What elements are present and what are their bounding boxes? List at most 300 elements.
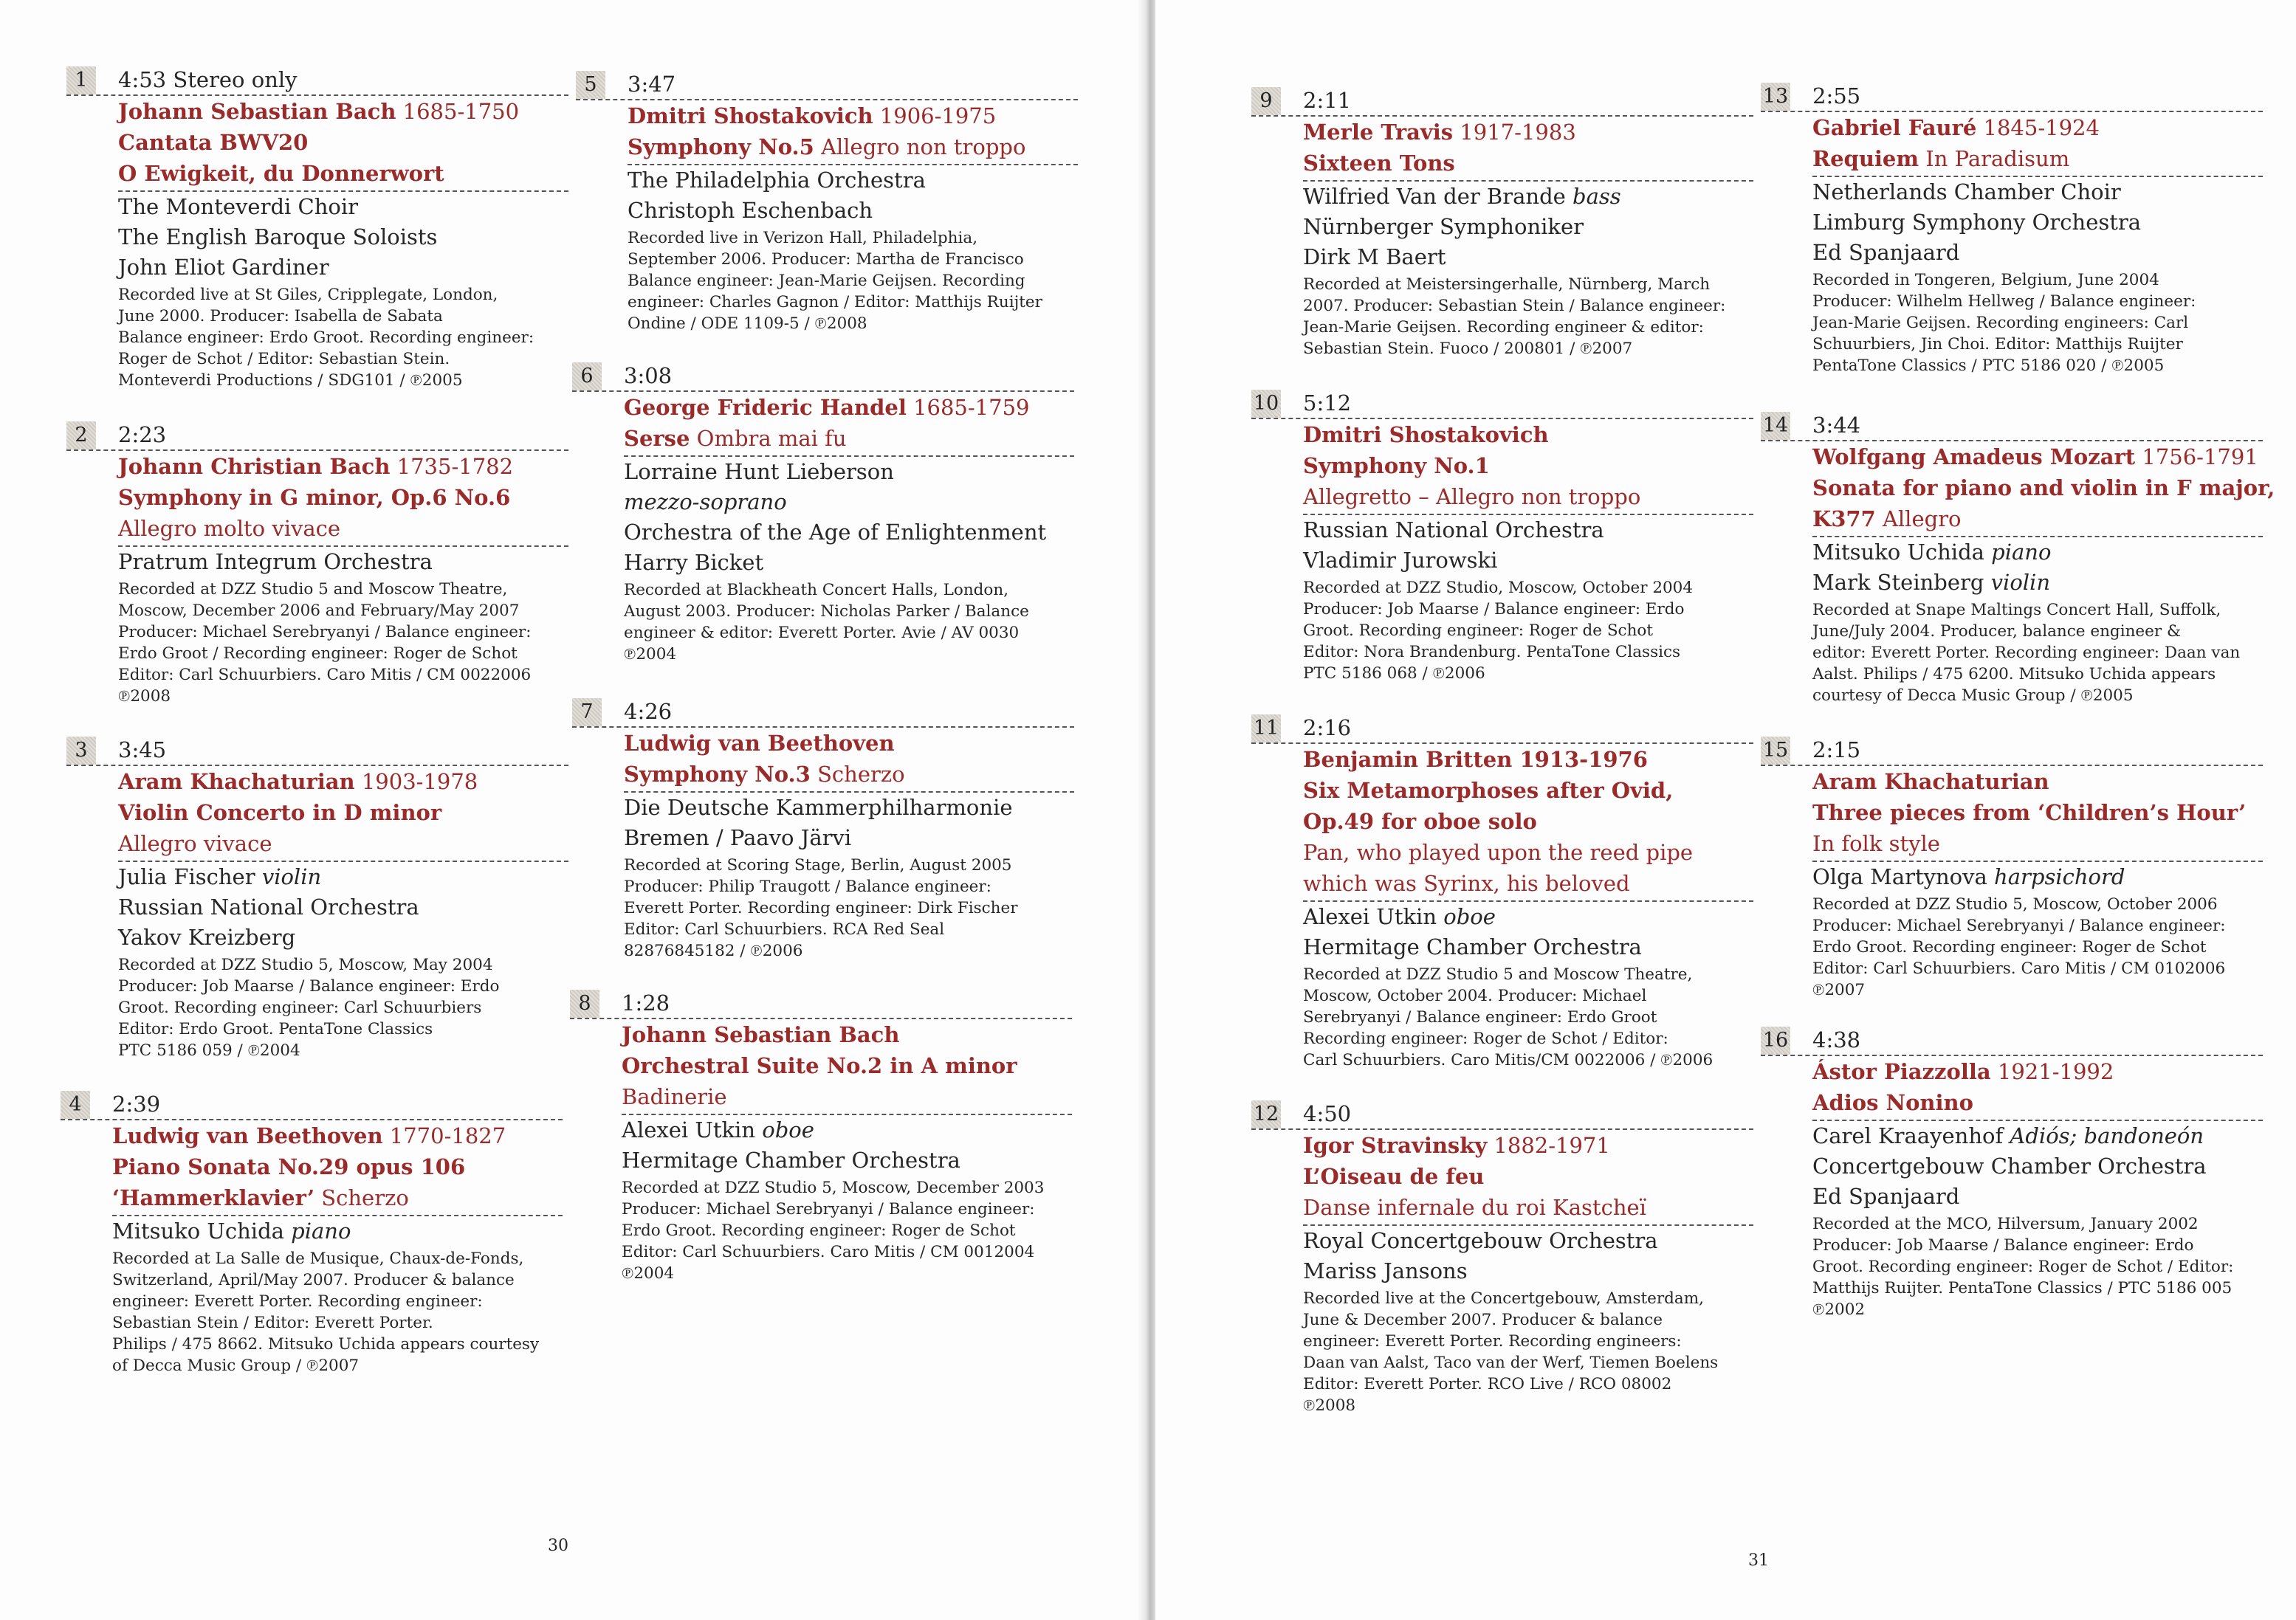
credit-line: Daan van Aalst, Taco van der Werf, Tiemen Boelens [1303,1354,1719,1372]
work-title-bold: Gabriel Fauré [1812,115,1977,140]
performer-name: Concertgebouw Chamber Orchestra [1812,1154,2207,1179]
credit-line: PentaTone Classics / PTC 5186 020 / ℗2005 [1812,356,2165,375]
work-title-bold: Dmitri Shostakovich [1303,422,1549,447]
work-title-regular: 1882-1971 [1494,1133,1610,1158]
credit-line: engineer: Charles Gagnon / Editor: Matthijs Ruijter [628,293,1042,311]
credit-line: engineer: Everett Porter. Recording engineer: [112,1292,483,1311]
work-title-line [112,1182,563,1213]
work-title-bold: Orchestral Suite No.2 in A minor [622,1053,1017,1078]
recording-credits [1303,577,1753,684]
performer-name: Mariss Jansons [1303,1258,1468,1283]
performer-name: Russian National Orchestra [1303,517,1604,542]
performer-name: Hermitage Chamber Orchestra [1303,934,1642,959]
track-duration [628,69,676,99]
credit-line: PTC 5186 059 / ℗2004 [118,1041,300,1060]
performer-line [628,165,1078,196]
credit-line: Recorded at the MCO, Hilversum, January 2002 [1812,1215,2199,1233]
work-title-bold: Piano Sonata No.29 opus 106 [112,1154,466,1179]
work-title-regular: 1921-1992 [1997,1059,2114,1084]
performer-line [622,1145,1072,1176]
work-title-block [118,766,568,862]
work-title-bold: George Frideric Handel [624,395,907,420]
track-duration [118,65,298,94]
performer-line [624,487,1074,517]
credit-line: Recorded at DZZ Studio 5, Moscow, May 2004 [118,956,493,974]
work-title-bold: Ludwig van Beethoven [112,1123,383,1148]
work-title-line [1303,868,1753,899]
duration-text: 2:23 [118,422,167,447]
credit-line: Recorded in Tongeren, Belgium, June 2004 [1812,271,2159,289]
performer-line [1812,1151,2263,1182]
performer-name: Alexei Utkin [1303,904,1437,929]
performer-role: harpsichord [1994,864,2125,889]
performer-name: Limburg Symphony Orchestra [1812,210,2142,235]
credit-line: Groot. Recording engineer: Carl Schuurbiers [118,999,482,1017]
performer-line [1812,207,2263,238]
credit-line: June/July 2004. Producer, balance engineer & [1812,622,2182,641]
credit-line: Jean-Marie Geijsen. Recording engineer & editor: [1303,318,1704,337]
work-title-regular: Pan, who played upon the reed pipe [1303,840,1694,865]
page-number-left: 30 [548,1537,568,1555]
performer-role: mezzo-soprano [624,489,787,514]
credit-line: Serebryanyi / Balance engineer: Erdo Groot [1303,1008,1657,1027]
work-title-bold: ‘Hammerklavier’ [112,1185,315,1210]
credit-line: 2007. Producer: Sebastian Stein / Balance engineer: [1303,297,1726,315]
work-title-bold: Johann Christian Bach [118,454,391,479]
work-title-line [1812,797,2263,828]
work-title-line [1303,1192,1753,1223]
work-title-bold: Symphony No.3 [624,762,811,787]
credit-line: Producer: Michael Serebryanyi / Balance engineer: [1812,917,2226,935]
credit-line: ℗2004 [622,1264,675,1283]
work-title-bold: Three pieces from ‘Children’s Hour’ [1812,800,2247,825]
work-title-line [624,423,1074,454]
recording-credits [118,284,568,391]
performer-name: John Eliot Gardiner [118,255,329,280]
track-body [622,1019,1072,1284]
track-number-badge: 14 [1761,412,1790,440]
work-title-regular: Danse infernale du roi Kastcheï [1303,1195,1646,1220]
recording-credits [1812,269,2263,376]
credit-line: Producer: Michael Serebryanyi / Balance engineer: [622,1200,1035,1219]
track-entry [572,358,1074,665]
track-entry [66,417,568,707]
performer-name: Dirk M Baert [1303,244,1446,269]
credit-line: Erdo Groot. Recording engineer: Roger de Schot [1812,938,2207,957]
work-title-bold: Adios Nonino [1812,1090,1973,1115]
performer-line [118,252,568,283]
performer-line [1303,902,1753,932]
duration-text: 2:39 [112,1092,161,1117]
recording-credits [624,579,1074,665]
performer-line [1812,1182,2263,1212]
track-body [624,728,1074,962]
work-title-block [1812,1056,2263,1121]
work-title-regular: 1756-1791 [2142,444,2258,469]
work-title-bold: Wolfgang Amadeus Mozart [1812,444,2136,469]
work-title-bold: Ástor Piazzolla [1812,1059,1991,1084]
track-header [1761,732,2263,766]
duration-text: 3:44 [1812,413,1861,438]
work-title-line [622,1019,1072,1050]
credit-line: Balance engineer: Erdo Groot. Recording engineer: [118,328,535,347]
performer-line [118,892,568,923]
performer-line [624,457,1074,487]
credit-line: Recorded at DZZ Studio 5 and Moscow Theatre, [118,580,508,599]
performer-line [624,517,1074,548]
credit-line: Sebastian Stein / Editor: Everett Porter. [112,1314,433,1332]
work-title-bold: L’Oiseau de feu [1303,1164,1485,1189]
work-title-regular: Allegro vivace [118,831,272,856]
performer-role: oboe [762,1117,814,1142]
work-title-bold: Cantata BWV20 [118,130,309,155]
credit-line: Recorded live in Verizon Hall, Philadelphia, [628,229,978,247]
work-title-bold: Johann Sebastian Bach [118,99,396,124]
track-header [572,694,1074,728]
credit-line: ℗2008 [1303,1396,1356,1415]
track-body [624,392,1074,665]
performer-role: piano [1991,540,2052,565]
performer-name: Nürnberger Symphoniker [1303,214,1584,239]
work-title-regular: Allegretto – Allegro non troppo [1303,484,1641,509]
duration-text: 2:16 [1303,715,1352,740]
work-title-line [1812,503,2263,534]
track-duration [1303,1099,1351,1128]
duration-text: 2:55 [1812,83,1861,108]
track-header [1761,78,2263,112]
performer-name: Wilfried Van der Brande [1303,184,1566,209]
credit-line: Jean-Marie Geijsen. Recording engineers: Carl [1812,314,2189,332]
work-title-line [1812,1056,2263,1087]
performer-line [1303,242,1753,272]
credit-line: Producer: Job Maarse / Balance engineer: Erdo [1812,1236,2194,1255]
work-title-line [118,766,568,797]
performer-name: Netherlands Chamber Choir [1812,179,2121,204]
work-title-line [1812,766,2263,797]
credit-line: Editor: Nora Brandenburg. PentaTone Classics [1303,643,1681,661]
work-title-line [118,127,568,158]
track-entry [576,66,1078,334]
performer-line [118,862,568,892]
credit-line: Editor: Erdo Groot. PentaTone Classics [118,1020,433,1038]
work-title-regular: 1770-1827 [389,1123,506,1148]
track-header [66,62,568,96]
work-title-block [624,392,1074,457]
track-number-badge: 15 [1761,737,1790,765]
work-title-line [1812,441,2263,472]
track-body [1303,1130,1753,1416]
credit-line: Monteverdi Productions / SDG101 / ℗2005 [118,371,463,390]
work-title-bold: Symphony No.1 [1303,453,1490,478]
work-title-regular: 1735-1782 [396,454,514,479]
track-body [112,1120,563,1376]
credit-line: Ondine / ODE 1109-5 / ℗2008 [628,314,867,333]
work-title-line [1303,481,1753,512]
track-entry [1251,710,1753,1071]
performer-line [118,547,568,577]
work-title-line [1303,450,1753,481]
work-title-line [1303,1161,1753,1192]
track-duration [624,697,672,726]
recording-credits [1303,964,1753,1071]
work-title-block [1303,744,1753,902]
performer-name: Russian National Orchestra [118,895,419,920]
track-number-badge: 1 [66,66,96,94]
performer-role: violin [1990,570,2051,595]
credit-line: ℗2004 [624,645,677,663]
work-title-bold: Sonata for piano and violin in F major, [1812,475,2275,500]
credit-line: courtesy of Decca Music Group / ℗2005 [1812,686,2134,705]
credit-line: Editor: Everett Porter. RCO Live / RCO 08002 [1303,1375,1672,1393]
work-title-line [622,1081,1072,1112]
credit-line: Everett Porter. Recording engineer: Dirk Fischer [624,899,1018,917]
credit-line: of Decca Music Group / ℗2007 [112,1357,360,1375]
credit-line: Aalst. Philips / 475 6200. Mitsuko Uchida appears [1812,665,2216,683]
performer-role: Adiós; bandoneón [2010,1123,2204,1148]
track-header [66,732,568,766]
duration-text: 4:26 [624,699,673,724]
duration-text: 4:50 [1303,1101,1352,1126]
credit-line: Recorded at Blackheath Concert Halls, London, [624,581,1009,599]
track-number-badge: 4 [61,1091,90,1119]
duration-text: 4:53 [118,67,167,92]
credit-line: Groot. Recording engineer: Roger de Schot [1303,621,1654,640]
performer-name: The English Baroque Soloists [118,224,438,249]
work-title-line [624,759,1074,790]
performer-line [624,793,1074,823]
credit-line: Recorded at DZZ Studio 5, Moscow, December 2003 [622,1179,1045,1197]
credit-line: June & December 2007. Producer & balance [1303,1311,1663,1329]
work-title-line [1812,1087,2263,1118]
performer-name: Lorraine Hunt Lieberson [624,459,894,484]
credit-line: Recorded at Snape Maltings Concert Hall, Suffolk, [1812,601,2221,619]
work-title-line [1303,837,1753,868]
credit-line: ℗2002 [1812,1300,1866,1319]
credit-line: Groot. Recording engineer: Roger de Schot / Editor: [1812,1258,2234,1276]
credit-line: Editor: Carl Schuurbiers. Caro Mitis / CM 0022006 [118,666,532,684]
work-title-line [118,451,568,482]
performer-role: bass [1573,184,1621,209]
track-body [1812,1056,2263,1320]
page-number-right: 31 [1748,1551,1769,1570]
work-title-line [118,96,568,127]
work-title-line [118,828,568,859]
track-number-badge: 6 [572,362,602,390]
credit-line: August 2003. Producer: Nicholas Parker / Balance [624,602,1029,621]
work-title-regular: In Paradisum [1925,146,2070,171]
work-title-bold: Violin Concerto in D minor [118,800,442,825]
performer-line [112,1216,563,1247]
credit-line: Erdo Groot. Recording engineer: Roger de Schot [622,1221,1016,1240]
track-body [1303,117,1753,359]
recording-credits [118,579,568,707]
recording-credits [1812,599,2263,706]
credit-line: Producer: Job Maarse / Balance engineer: Erdo [118,977,500,996]
work-title-block [1303,419,1753,515]
work-title-bold: Symphony No.5 [628,134,814,159]
duration-text: 2:11 [1303,88,1352,113]
performer-line [1303,1256,1753,1286]
credit-line: Moscow, October 2004. Producer: Michael [1303,987,1647,1005]
credit-line: Schuurbiers, Jin Choi. Editor: Matthijs Ruijter [1812,335,2183,354]
work-title-bold: K377 [1812,506,1876,531]
credit-line: Producer: Philip Traugott / Balance engineer: [624,878,991,896]
track-body [1812,441,2275,706]
credit-line: Recorded at Scoring Stage, Berlin, August 2005 [624,856,1012,875]
work-title-bold: Merle Travis [1303,120,1454,145]
credit-line: Recorded at DZZ Studio 5 and Moscow Theatre, [1303,965,1693,984]
credit-line: Balance engineer: Jean-Marie Geijsen. Recording [628,272,1025,290]
performer-line [1812,568,2263,598]
work-title-regular: 1903-1978 [361,769,478,794]
track-header [1251,385,1753,419]
performer-line [628,196,1078,226]
track-header [570,985,1072,1019]
credit-line: Carl Schuurbiers. Caro Mitis/CM 0022006 / ℗2006 [1303,1051,1714,1069]
credit-line: Sebastian Stein. Fuoco / 200801 / ℗2007 [1303,339,1633,358]
performer-name: Orchestra of the Age of Enlightenment [624,520,1047,545]
performer-name: Die Deutsche Kammerphilharmonie [624,795,1013,820]
track-duration [1812,81,1860,111]
work-title-bold: Aram Khachaturian [118,769,355,794]
performer-name: Ed Spanjaard [1812,240,1960,265]
track-entry [1251,83,1753,359]
track-body [1303,744,1753,1071]
work-title-regular: Allegro molto vivace [118,516,341,541]
track-number-badge: 7 [572,698,602,726]
duration-text: 5:12 [1303,390,1352,416]
track-entry [1761,407,2275,706]
credit-line: September 2006. Producer: Martha de Francisco [628,250,1024,269]
work-title-line [1303,1130,1753,1161]
recording-credits [1303,1288,1753,1416]
work-title-line [1303,775,1753,806]
track-entry [1761,732,2263,1001]
work-title-bold: Requiem [1812,146,1919,171]
track-number-badge: 2 [66,421,96,449]
credit-line: Editor: Carl Schuurbiers. RCA Red Seal [624,920,945,939]
work-title-line [628,100,1078,131]
credit-line: editor: Everett Porter. Recording engineer: Daan van [1812,644,2241,662]
performer-line [1303,182,1753,212]
track-header [61,1086,563,1120]
work-title-bold: Ludwig van Beethoven [624,731,895,756]
credit-line: Recorded live at the Concertgebouw, Amsterdam, [1303,1289,1704,1308]
work-title-line [1812,472,2275,503]
track-entry [61,1086,563,1376]
work-title-regular: Allegro non troppo [821,134,1026,159]
track-duration [622,988,670,1018]
credit-line: Philips / 475 8662. Mitsuko Uchida appears courtesy [112,1335,540,1354]
work-title-line [624,392,1074,423]
performer-name: Ed Spanjaard [1812,1184,1960,1209]
performer-line [624,548,1074,578]
work-title-line [118,158,568,189]
work-title-bold: O Ewigkeit, du Donnerwort [118,161,444,186]
work-title-bold: Six Metamorphoses after Ovid, [1303,778,1674,803]
work-title-line [622,1050,1072,1081]
track-duration [1812,410,1860,440]
performer-name: Mitsuko Uchida [112,1219,284,1244]
recording-credits [1303,274,1753,359]
recording-credits [118,954,568,1061]
work-title-line [118,513,568,544]
work-title-bold: Benjamin Britten 1913-1976 [1303,747,1648,772]
credit-line: ℗2008 [118,687,171,706]
work-title-block [118,451,568,547]
track-header [1251,83,1753,117]
track-number-badge: 16 [1761,1027,1790,1055]
duration-text: 4:38 [1812,1027,1861,1052]
work-title-regular: 1685-1759 [913,395,1030,420]
track-note: Stereo only [173,67,298,92]
track-entry [1251,1096,1753,1416]
credit-line: PTC 5186 068 / ℗2006 [1303,664,1485,683]
credit-line: Recorded live at St Giles, Cripplegate, London, [118,286,498,304]
track-number-badge: 12 [1251,1100,1281,1128]
work-title-line [1303,117,1753,148]
track-entry [570,985,1072,1284]
track-body [1303,419,1753,684]
track-header [1251,1096,1753,1130]
work-title-block [628,100,1078,165]
performer-name: Bremen / Paavo Järvi [624,825,852,850]
work-title-regular: Allegro [1882,506,1962,531]
track-entry [66,62,568,391]
track-header [1251,710,1753,744]
credit-line: 82876845182 / ℗2006 [624,942,803,960]
work-title-bold: Op.49 for oboe solo [1303,809,1537,834]
work-title-line [1812,143,2263,174]
track-body [118,96,568,391]
track-header [1761,407,2263,441]
performer-line [1303,515,1753,545]
recording-credits [112,1248,563,1376]
work-title-line [118,797,568,828]
performer-line [1812,1121,2263,1151]
work-title-block [622,1019,1072,1115]
work-title-block [624,728,1074,793]
work-title-regular: Scherzo [321,1185,409,1210]
work-title-bold: Sixteen Tons [1303,151,1455,176]
recording-credits [628,227,1078,334]
work-title-line [1812,828,2263,859]
performer-name: Mitsuko Uchida [1812,540,1984,565]
credit-line: June 2000. Producer: Isabella de Sabata [118,307,443,325]
track-number-badge: 5 [576,71,605,99]
track-duration [118,420,166,449]
work-title-line [1303,419,1753,450]
work-title-bold: Serse [624,426,690,451]
track-header [66,417,568,451]
track-body [628,100,1078,334]
credit-line: Recorded at DZZ Studio 5, Moscow, October 2006 [1812,895,2218,914]
track-duration [1812,735,1860,765]
work-title-regular: 1917-1983 [1460,120,1576,145]
duration-text: 3:47 [628,72,676,97]
duration-text: 3:45 [118,737,167,762]
performer-line [1812,862,2263,892]
track-number-badge: 10 [1251,390,1281,418]
credit-line: Roger de Schot / Editor: Sebastian Stein. [118,350,450,368]
work-title-block [1812,112,2263,177]
track-number-badge: 13 [1761,83,1790,111]
performer-line [118,923,568,953]
credit-line: Moscow, December 2006 and February/May 2007 [118,602,520,620]
credit-line: Recorded at DZZ Studio, Moscow, October 2004 [1303,579,1694,597]
work-title-regular: In folk style [1812,831,1940,856]
work-title-regular: 1845-1924 [1983,115,2100,140]
